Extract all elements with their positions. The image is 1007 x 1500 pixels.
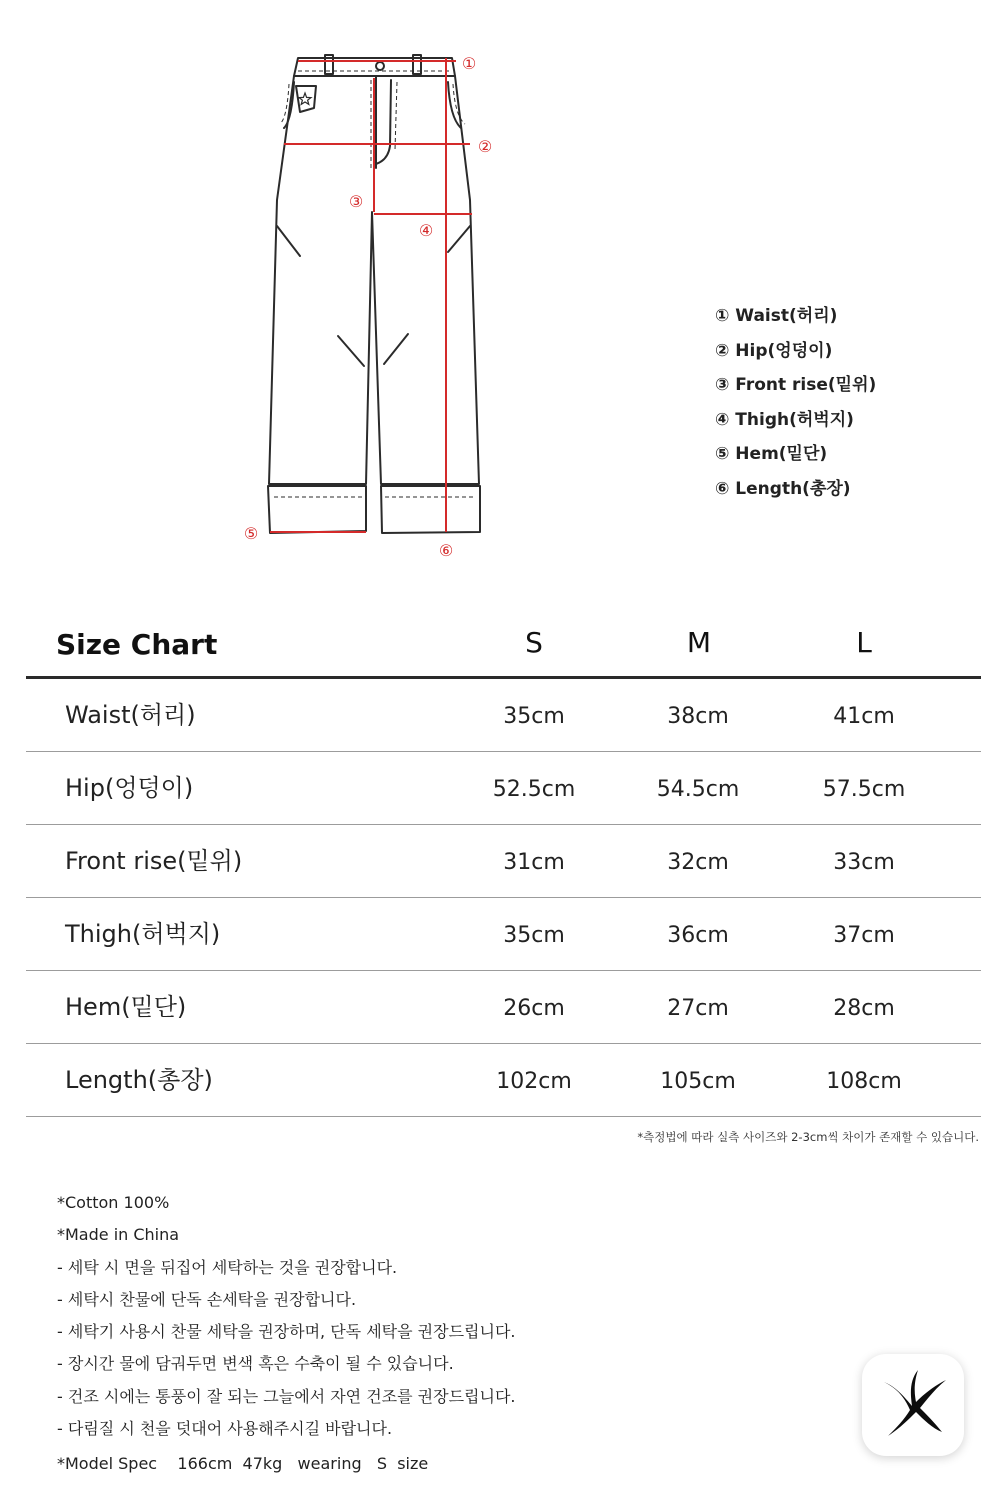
legend-item: ② Hip(엉덩이) bbox=[715, 340, 833, 361]
detail-line bbox=[384, 334, 408, 364]
marker-front-rise: ③ bbox=[348, 192, 364, 211]
cell-l: 57.5cm bbox=[822, 777, 906, 802]
info-item: - 다림질 시 천을 덧대어 사용해주시길 바랍니다. bbox=[57, 1419, 393, 1439]
info-item: *Made in China bbox=[57, 1225, 180, 1245]
cuff-right bbox=[381, 486, 480, 533]
cell-m: 105cm bbox=[660, 1069, 736, 1094]
legend-item: ⑥ Length(총장) bbox=[715, 478, 851, 499]
table-row-hip bbox=[26, 752, 981, 825]
coin-pocket bbox=[296, 86, 316, 112]
star-icon bbox=[299, 93, 311, 104]
cell-s: 102cm bbox=[496, 1069, 572, 1094]
detail-line bbox=[277, 226, 300, 256]
row-label: Thigh(허벅지) bbox=[65, 920, 221, 948]
fly bbox=[376, 76, 391, 168]
cell-s: 26cm bbox=[503, 996, 565, 1021]
info-item: - 세탁기 사용시 찬물 세탁을 권장하며, 단독 세탁을 권장드립니다. bbox=[57, 1322, 516, 1342]
cell-m: 54.5cm bbox=[656, 777, 740, 802]
info-item: - 건조 시에는 통풍이 잘 되는 그늘에서 자연 건조를 권장드립니다. bbox=[57, 1386, 516, 1406]
cell-m: 38cm bbox=[667, 704, 729, 729]
cell-l: 108cm bbox=[826, 1069, 902, 1094]
row-label: Length(총장) bbox=[65, 1066, 213, 1094]
measurement-legend bbox=[715, 303, 876, 511]
button bbox=[376, 62, 384, 70]
size-header-m: M bbox=[686, 626, 712, 659]
row-label: Hip(엉덩이) bbox=[65, 774, 194, 802]
cell-m: 27cm bbox=[667, 996, 729, 1021]
info-item: - 세탁시 찬물에 단독 손세탁을 권장합니다. bbox=[57, 1289, 357, 1309]
marker-hem: ⑤ bbox=[243, 524, 259, 543]
row-label: Front rise(밑위) bbox=[65, 847, 243, 875]
info-item: - 세탁 시 면을 뒤집어 세탁하는 것을 권장합니다. bbox=[57, 1257, 398, 1277]
detail-line bbox=[338, 336, 364, 366]
measurement-note: *측정법에 따라 실측 사이즈와 2-3cm씩 차이가 존재할 수 있습니다. bbox=[637, 1130, 979, 1144]
cell-l: 41cm bbox=[833, 704, 895, 729]
marker-waist: ① bbox=[461, 54, 477, 73]
table-row-hem bbox=[26, 971, 981, 1044]
cell-s: 35cm bbox=[503, 923, 565, 948]
legend-item: ④ Thigh(허벅지) bbox=[715, 409, 854, 430]
cell-l: 28cm bbox=[833, 996, 895, 1021]
row-label: Waist(허리) bbox=[65, 701, 196, 729]
legend-item: ① Waist(허리) bbox=[715, 306, 838, 326]
marker-thigh: ④ bbox=[418, 221, 434, 240]
starfish-icon bbox=[874, 1366, 952, 1444]
product-info-list bbox=[57, 1190, 516, 1448]
table-row-length bbox=[26, 1044, 981, 1117]
legend-item: ③ Front rise(밑위) bbox=[715, 375, 877, 396]
table-row-waist bbox=[26, 679, 981, 752]
legend-item: ⑤ Hem(밑단) bbox=[715, 444, 828, 465]
detail-line bbox=[448, 226, 470, 252]
size-chart-title: Size Chart bbox=[56, 628, 218, 661]
marker-hip: ② bbox=[477, 137, 493, 156]
cell-s: 35cm bbox=[503, 704, 565, 729]
cell-m: 32cm bbox=[667, 850, 729, 875]
cell-l: 37cm bbox=[833, 923, 895, 948]
cell-s: 31cm bbox=[503, 850, 565, 875]
size-header-l: L bbox=[856, 626, 872, 659]
brand-logo-button[interactable] bbox=[862, 1354, 964, 1456]
model-spec: *Model Spec 166cm 47kg wearing S size bbox=[57, 1454, 429, 1473]
info-item: - 장시간 물에 담궈두면 변색 혹은 수축이 될 수 있습니다. bbox=[57, 1354, 454, 1374]
table-row-front-rise bbox=[26, 825, 981, 898]
cuff-left bbox=[268, 486, 366, 533]
table-row-thigh bbox=[26, 898, 981, 971]
size-header-s: S bbox=[525, 626, 543, 659]
row-label: Hem(밑단) bbox=[65, 993, 187, 1021]
cell-m: 36cm bbox=[667, 923, 729, 948]
cell-l: 33cm bbox=[833, 850, 895, 875]
marker-length: ⑥ bbox=[438, 541, 454, 560]
cell-s: 52.5cm bbox=[492, 777, 576, 802]
info-item: *Cotton 100% bbox=[57, 1193, 170, 1212]
